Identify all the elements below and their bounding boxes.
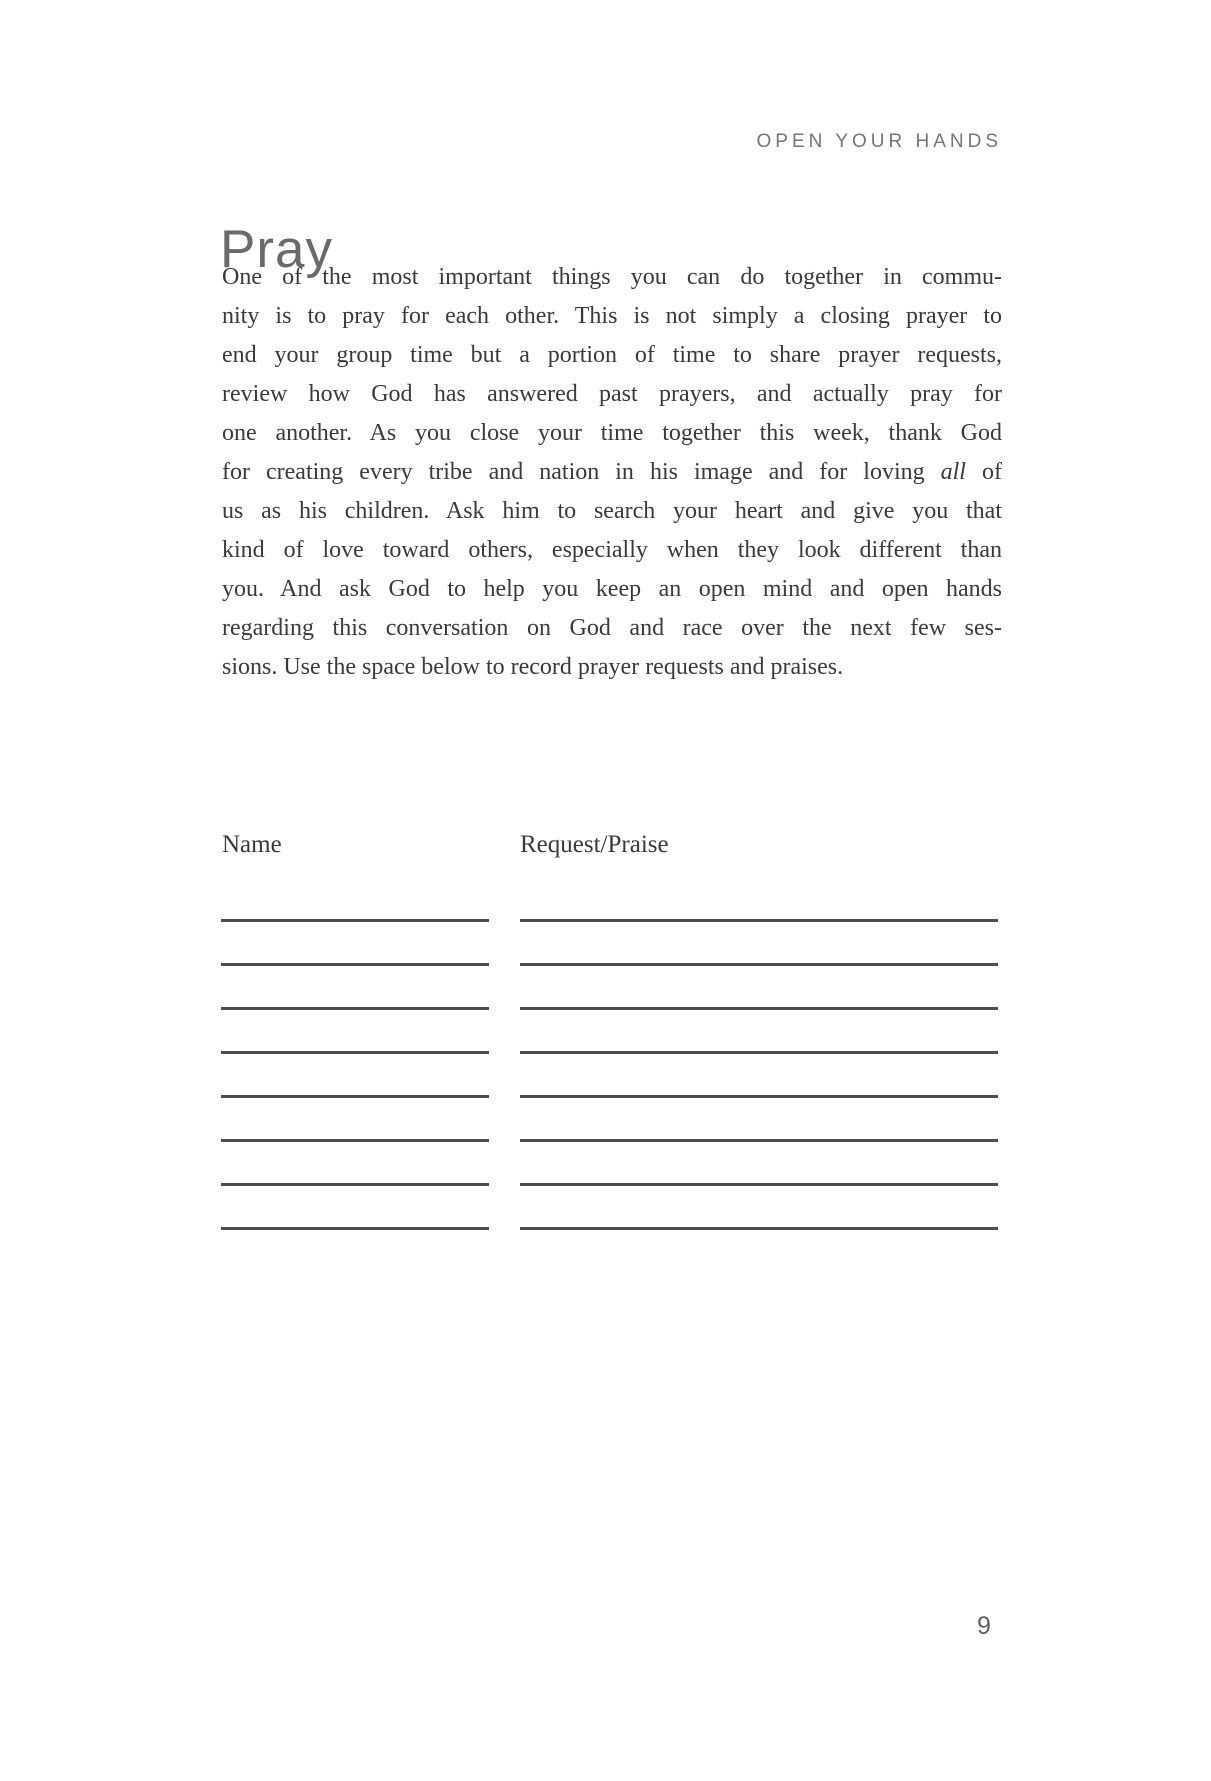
name-write-line (221, 919, 489, 922)
text-segment: one another. As you close your time together this week, thank God (222, 420, 1002, 446)
text-segment: kind of love toward others, especially when they look different than (222, 537, 1002, 563)
prayer-log-row (0, 1183, 1211, 1186)
name-write-line (221, 1139, 489, 1142)
paragraph-line (222, 375, 1002, 414)
page-number: 9 (977, 1612, 991, 1640)
name-write-line (221, 1095, 489, 1098)
paragraph-line (222, 570, 1002, 609)
paragraph-line (222, 414, 1002, 453)
text-segment: you. And ask God to help you keep an open mind and open hands (222, 576, 1002, 602)
text-segment: end your group time but a portion of time to share prayer requests, (222, 342, 1002, 368)
text-segment: One of the most important things you can do together in commu- (222, 264, 1002, 290)
paragraph-line (222, 336, 1002, 375)
paragraph-line (222, 492, 1002, 531)
name-write-line (221, 1007, 489, 1010)
text-segment: regarding this conversation on God and race over the next few ses- (222, 615, 1002, 641)
request-praise-column-label: Request/Praise (520, 831, 669, 858)
prayer-log-row (0, 963, 1211, 966)
paragraph-line (222, 609, 1002, 648)
text-segment: nity is to pray for each other. This is not simply a closing prayer to (222, 303, 1002, 329)
prayer-log-row (0, 919, 1211, 922)
text-segment: sions. Use the space below to record prayer requests and praises. (222, 654, 844, 680)
paragraph-line (222, 531, 1002, 570)
body-paragraph (222, 258, 1002, 687)
name-write-line (221, 1227, 489, 1230)
request-write-line (520, 963, 998, 966)
request-write-line (520, 1227, 998, 1230)
paragraph-line (222, 648, 1002, 687)
request-write-line (520, 1183, 998, 1186)
text-segment: for creating every tribe and nation in his image and for loving (222, 459, 941, 485)
paragraph-line (222, 453, 1002, 492)
prayer-log-row (0, 1095, 1211, 1098)
prayer-log-row (0, 1227, 1211, 1230)
request-write-line (520, 1007, 998, 1010)
prayer-log-row (0, 1007, 1211, 1010)
request-write-line (520, 1051, 998, 1054)
prayer-log-row (0, 1139, 1211, 1142)
text-segment: review how God has answered past prayers, and actually pray for (222, 381, 1002, 407)
name-write-line (221, 963, 489, 966)
request-write-line (520, 1095, 998, 1098)
text-segment: us as his children. Ask him to search your heart and give you that (222, 498, 1002, 524)
request-write-line (520, 1139, 998, 1142)
name-write-line (221, 1051, 489, 1054)
name-write-line (221, 1183, 489, 1186)
text-segment: of (965, 459, 1002, 485)
name-column-label: Name (222, 831, 282, 858)
prayer-log-row (0, 1051, 1211, 1054)
request-write-line (520, 919, 998, 922)
running-header: OPEN YOUR HANDS (756, 131, 1002, 152)
paragraph-line (222, 297, 1002, 336)
italic-text: all (940, 459, 966, 485)
paragraph-line (222, 258, 1002, 297)
page-title: Pray (220, 219, 333, 279)
